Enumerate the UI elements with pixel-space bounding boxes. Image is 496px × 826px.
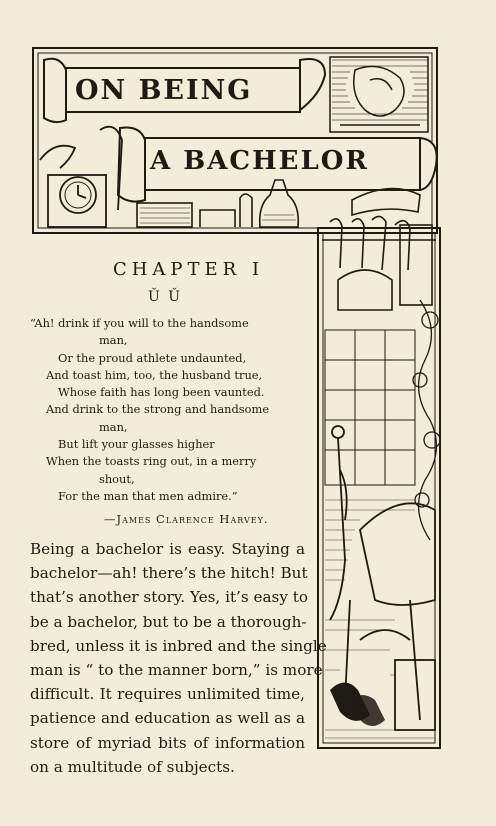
body-line: store of myriad bits of information xyxy=(30,733,305,752)
poem-line: man, xyxy=(99,419,128,434)
body-paragraph xyxy=(30,537,327,779)
chapter-heading: CHAPTER I xyxy=(112,259,265,280)
title-line-1: ON BEING xyxy=(75,75,253,106)
body-line: patience and education as well as a xyxy=(30,709,305,728)
epigraph-poem xyxy=(30,315,305,505)
body-line: be a bachelor, but to be a thorough- xyxy=(30,612,307,631)
body-line: bred, unless it is inbred and the single xyxy=(30,636,327,655)
poem-line: When the toasts ring out, in a merry xyxy=(46,454,257,469)
poem-line: Whose faith has long been vaunted. xyxy=(58,385,265,400)
poem-line: man, xyxy=(99,333,128,348)
poem-line: shout, xyxy=(99,471,135,486)
body-line: man is “ to the manner born,” is more xyxy=(30,661,323,680)
poem-author: —James Clarence Harvey. xyxy=(104,512,269,526)
poem-line: And toast him, too, the husband true, xyxy=(46,367,263,382)
poem-line: Or the proud athlete undaunted, xyxy=(58,350,247,365)
body-line: difficult. It requires unlimited time, xyxy=(30,685,305,704)
poem-line: And drink to the strong and handsome xyxy=(46,402,270,417)
body-line: Being a bachelor is easy. Staying a xyxy=(30,540,305,558)
poem-line: “Ah! drink if you will to the handsome xyxy=(30,316,249,330)
body-line: bachelor—ah! there’s the hitch! But xyxy=(30,564,308,583)
chapter-ornament: Ǔ Ǔ xyxy=(147,289,183,305)
body-line: on a multitude of subjects. xyxy=(30,757,235,776)
title-line-2: A BACHELOR xyxy=(150,146,369,176)
poem-line: For the man that men admire.” xyxy=(58,488,238,503)
body-line: that’s another story. Yes, it’s easy to xyxy=(30,588,308,607)
poem-line: But lift your glasses higher xyxy=(58,437,215,452)
